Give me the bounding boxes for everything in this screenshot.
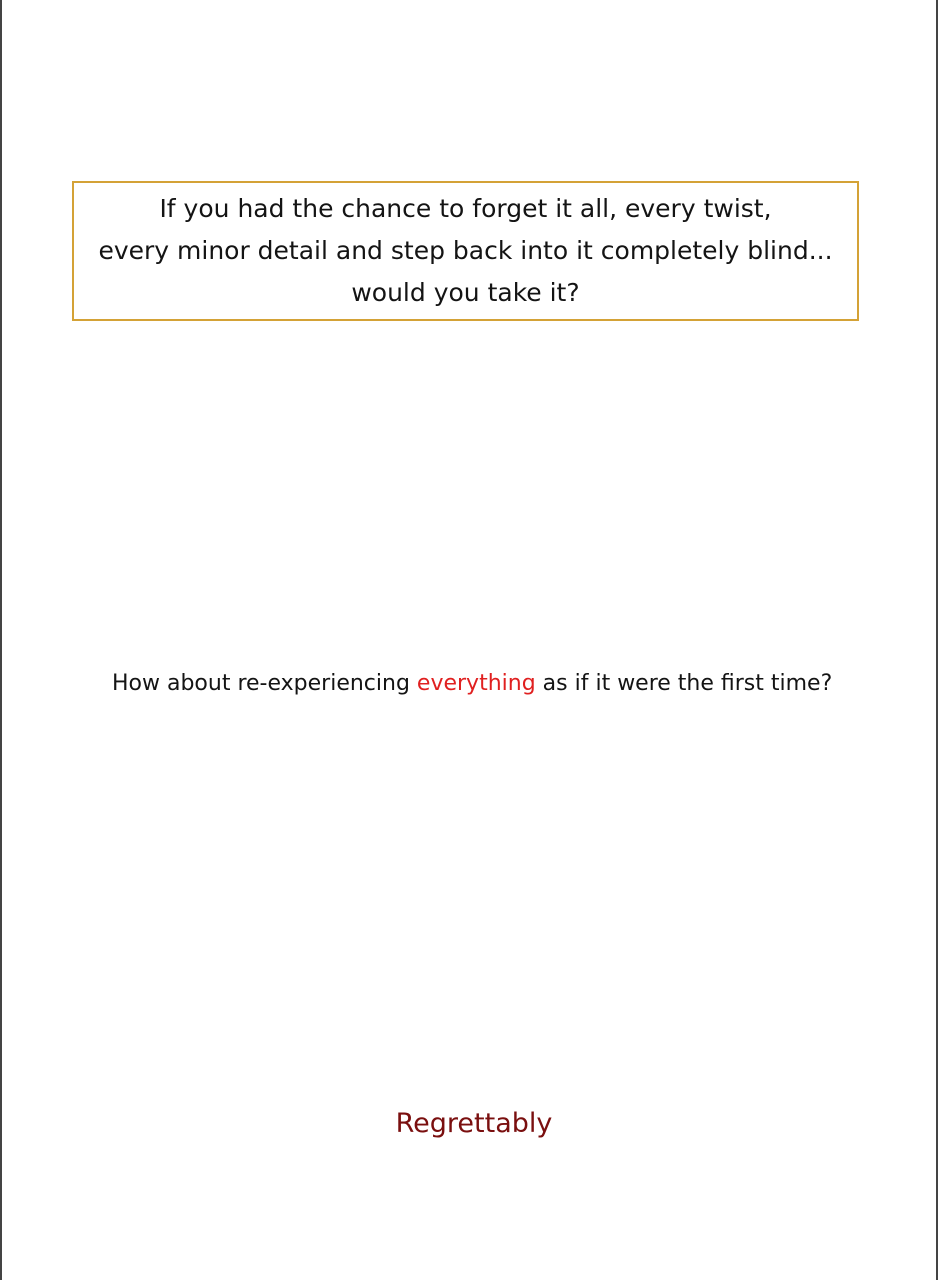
quote-line-2: every minor detail and step back into it completely blind...: [98, 236, 833, 265]
question-before: How about re-experiencing: [112, 671, 410, 696]
quote-box: [72, 181, 859, 321]
quote-line-3: would you take it?: [351, 278, 580, 307]
closing-text: Regrettably: [395, 1108, 553, 1139]
question-highlight: everything: [416, 671, 536, 696]
quote-line-1: If you had the chance to forget it all, every twist,: [159, 194, 772, 223]
closing-text-container: [0, 1100, 940, 1148]
question-after: as if it were the first time?: [542, 671, 833, 696]
question-text: [112, 664, 872, 704]
